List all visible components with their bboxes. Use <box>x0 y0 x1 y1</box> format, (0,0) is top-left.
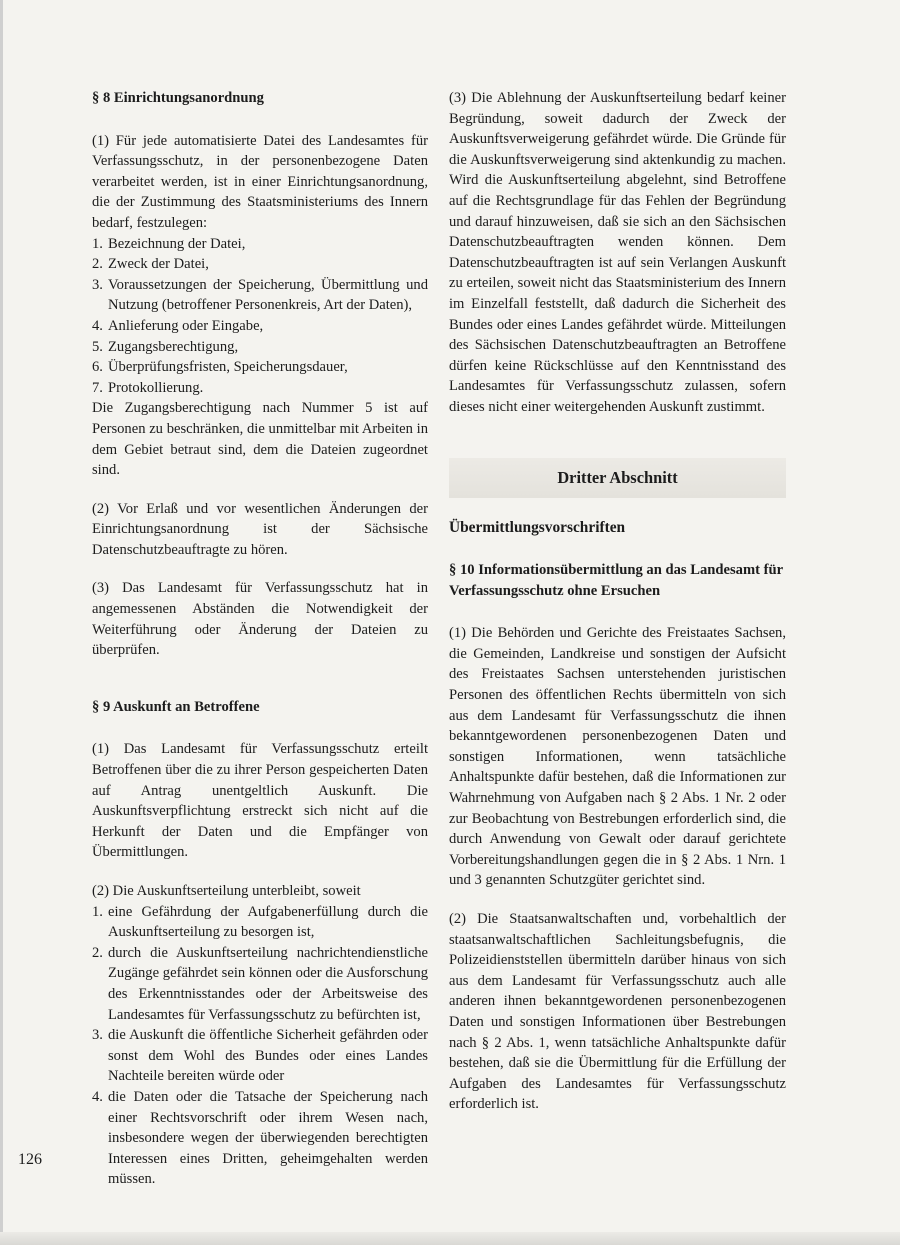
list-item <box>92 254 428 275</box>
list-item-number: 3. <box>92 1027 103 1044</box>
list-item-text: Zugangsberechtigung, <box>108 338 239 355</box>
list-item-number: 4. <box>92 1088 103 1105</box>
list-item-number: 2. <box>92 944 103 961</box>
list-item-text: Zweck der Datei, <box>108 256 209 273</box>
list-item <box>92 1025 428 1087</box>
section-8-paragraph-3: (3) Das Landesamt für Verfassungsschutz hat in angemessenen Abständen die Notwendigkeit der Weiterführung oder Änderung der Dateien zu überprüfen. <box>92 580 428 659</box>
section-9-list <box>92 902 428 1190</box>
list-item-text: Bezeichnung der Datei, <box>108 235 246 252</box>
list-item-text: eine Gefährdung der Aufgabenerfüllung durch die Auskunftserteilung zu besorgen ist, <box>108 903 428 941</box>
list-item <box>92 234 428 255</box>
list-item <box>92 337 428 358</box>
section-9-paragraph-1: (1) Das Landesamt für Verfassungsschutz erteilt Betroffenen über die zu ihrer Person gespeicherten Daten auf Antrag unentgeltlich Auskunft. Die Auskunftsverpflichtung erstreckt sich nicht auf die Herkunft der Daten und die Empfänger von Übermittlungen. <box>92 741 428 861</box>
list-item-text: durch die Auskunftserteilung nachrichtendienstliche Zugänge gefährdet sein können oder die Ausforschung des Erkenntnisstandes oder der Arbeitsweise des Landesamtes für Verfassungsschutz zu befürchten ist, <box>108 944 428 1023</box>
section-8-paragraph-1-intro: (1) Für jede automatisierte Datei des Landesamtes für Verfassungsschutz, in der personenbezogene Daten verarbeitet werden, ist in einer Einrichtungsanordnung, die der Zustimmung des Staatsministeriums des Innern bedarf, festzulegen: <box>92 132 428 231</box>
left-column <box>92 88 428 1190</box>
section-10-heading: § 10 Informationsübermittlung an das Landesamt für Verfassungsschutz ohne Ersuchen <box>449 562 783 599</box>
list-item-text: Voraussetzungen der Speicherung, Übermittlung und Nutzung (betroffener Personenkreis, Art der Daten), <box>108 276 428 314</box>
list-item-number: 2. <box>92 256 103 273</box>
section-8-paragraph-1-outro: Die Zugangsberechtigung nach Nummer 5 ist auf Personen zu beschränken, die unmittelbar mit Arbeiten in dem Gebiet betraut sind, dem die Dateien zugeordnet sind. <box>92 400 428 479</box>
section-8-list <box>92 234 428 399</box>
list-item-number: 1. <box>92 903 103 920</box>
subsection-title: Übermittlungsvorschriften <box>449 518 626 536</box>
section-8-paragraph-2: (2) Vor Erlaß und vor wesentlichen Änderungen der Einrichtungsanordnung ist der Sächsische Datenschutzbeauftragte zu hören. <box>92 500 428 558</box>
page-number: 126 <box>18 1151 42 1168</box>
scan-edge-left <box>0 0 3 1245</box>
list-item-number: 6. <box>92 359 103 376</box>
list-item-text: die Daten oder die Tatsache der Speicherung nach einer Rechtsvorschrift oder ihrem Wesen nach, insbesondere wegen der überwiegenden berechtigten Interessen eines Dritten, geheimgehalten werden müssen. <box>108 1088 428 1188</box>
list-item <box>92 1087 428 1190</box>
list-item-number: 5. <box>92 338 103 355</box>
section-10-paragraph-2: (2) Die Staatsanwaltschaften und, vorbehaltlich der staatsanwaltschaftlichen Sachleitungsbefugnis, die Polizeidienststellen übermitteln darüber hinaus von sich aus dem Landesamt für Verfassungsschutz auch alle anderen ihnen bekanntgewordenen personenbezogenen Daten und sonstigen Informationen über Bestrebungen nach § 2 Abs. 1, wenn tatsächliche Anhaltspunkte dafür bestehen, daß sie die Übermittlung für die Erfüllung der Aufgaben des Landesamtes für Verfassungsschutz erforderlich ist. <box>449 911 786 1113</box>
list-item-text: die Auskunft die öffentliche Sicherheit gefährden oder sonst dem Wohl des Bundes oder eines Landes Nachteile bereiten würde oder <box>108 1027 428 1085</box>
section-title-band <box>449 458 786 498</box>
section-title: Dritter Abschnitt <box>557 467 678 487</box>
scan-edge-bottom <box>0 1232 900 1245</box>
list-item <box>92 316 428 337</box>
section-10-paragraph-1: (1) Die Behörden und Gerichte des Freistaates Sachsen, die Gemeinden, Landkreise und sonstigen der Aufsicht des Freistaates Sachsen unterstehenden juristischen Personen des öffentlichen Rechts übermitteln von sich aus dem Landesamt für Verfassungsschutz die ihnen bekanntgewordenen personenbezogenen Daten und sonstigen Informationen, wenn tatsächliche Anhaltspunkte dafür bestehen, daß die Informationen zur Wahrnehmung von Aufgaben nach § 2 Abs. 1 Nr. 2 oder zur Beobachtung von Bestrebungen erforderlich sind, die durch Anwendung von Gewalt oder darauf gerichtete Vorbereitungshandlungen gegen die in § 2 Abs. 1 Nrn. 1 und 3 genannten Schutzgüter gerichtet sind. <box>449 625 786 889</box>
list-item-number: 7. <box>92 379 103 396</box>
section-9-heading: § 9 Auskunft an Betroffene <box>92 698 260 715</box>
section-9-paragraph-3: (3) Die Ablehnung der Auskunftserteilung bedarf keiner Begründung, soweit dadurch der Zweck der Auskunftsverweigerung gefährdet würde. Die Gründe für die Auskunftsverweigerung sind aktenkundig zu machen. Wird die Auskunftserteilung abgelehnt, sind Betroffene auf die Rechtsgrundlage für das Fehlen der Begründung und darauf hinzuweisen, daß sie sich an den Sächsischen Datenschutzbeauftragten wenden können. Dem Datenschutzbeauftragten ist auf sein Verlangen Auskunft zu erteilen, soweit nicht das Staatsministerium des Innern im Einzelfall feststellt, daß dadurch die Sicherheit des Bundes oder eines Landes gefährdet würde. Mitteilungen des Sächsischen Datenschutzbeauftragten an Betroffene dürfen keine Rückschlüsse auf den Kenntnisstand des Landesamtes für Verfassungsschutz zulassen, sofern dieses nicht einer weitergehenden Auskunft zustimmt. <box>449 90 786 415</box>
list-item-number: 3. <box>92 276 103 293</box>
list-item-number: 4. <box>92 317 103 334</box>
list-item <box>92 943 428 1025</box>
list-item-text: Anlieferung oder Eingabe, <box>108 317 264 334</box>
list-item <box>92 275 428 316</box>
section-8-heading: § 8 Einrichtungsanordnung <box>92 90 264 106</box>
right-column <box>449 88 786 1115</box>
list-item-text: Protokollierung. <box>108 379 204 396</box>
list-item <box>92 378 428 399</box>
list-item-text: Überprüfungsfristen, Speicherungsdauer, <box>108 359 348 376</box>
list-item-number: 1. <box>92 235 103 252</box>
list-item <box>92 357 428 378</box>
list-item <box>92 902 428 943</box>
section-9-paragraph-2-intro: (2) Die Auskunftserteilung unterbleibt, soweit <box>92 883 361 899</box>
